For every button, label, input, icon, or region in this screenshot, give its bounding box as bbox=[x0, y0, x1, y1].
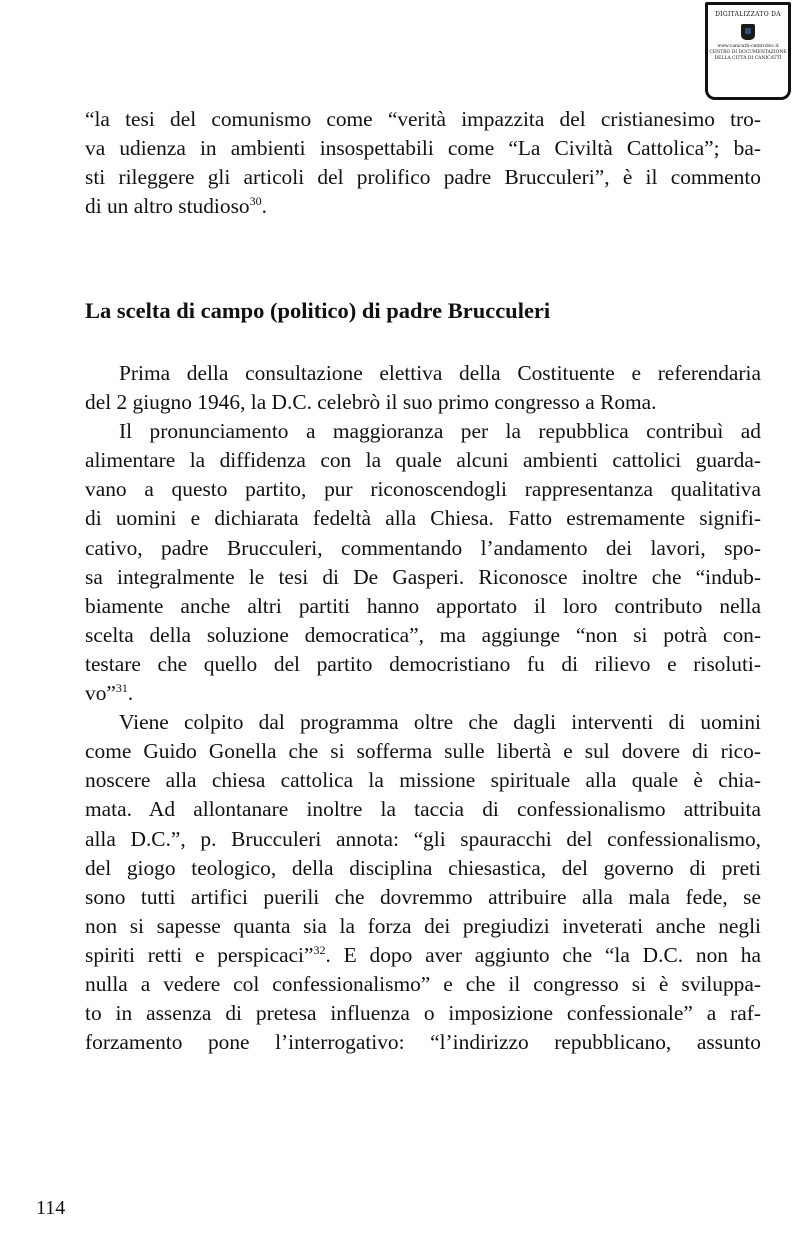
text-fragment: . bbox=[127, 681, 134, 706]
stamp-line-2: DELLA CITTÀ DI CANICATTÌ bbox=[714, 56, 782, 61]
body-text bbox=[85, 359, 761, 1057]
text-fragment: . bbox=[261, 194, 267, 219]
text-line: Il pronunciamento a maggioranza per la repubblica contribuì ad bbox=[119, 419, 761, 444]
page-number: 114 bbox=[36, 1197, 66, 1219]
section-heading: La scelta di campo (politico) di padre Brucculeri bbox=[85, 298, 551, 323]
text-line: va udienza in ambienti insospettabili come “La Civiltà Cattolica”; ba- bbox=[85, 136, 761, 161]
text-line: testare che quello del partito democristiano fu di rilievo e risoluti- bbox=[85, 651, 761, 676]
text-line: mata. Ad allontanare inoltre la taccia di confessionalismo attribuita bbox=[85, 797, 761, 822]
text-line: to in assenza di pretesa influenza o imposizione confessionale” a raf- bbox=[85, 1001, 761, 1026]
text-line: noscere alla chiesa cattolica la missione spirituale alla quale è chia- bbox=[85, 768, 761, 793]
text-line: scelta della soluzione democratica”, ma aggiunge “non si potrà con- bbox=[85, 622, 761, 647]
text-line bbox=[85, 679, 761, 708]
stamp-url: www.canicatti-centrodoc.it bbox=[717, 44, 779, 49]
text-line bbox=[85, 941, 761, 970]
text-line: Prima della consultazione elettiva della Costituente e referendaria bbox=[119, 361, 761, 385]
text-fragment: spiriti retti e perspicaci” bbox=[85, 942, 314, 967]
text-fragment: di un altro studioso bbox=[85, 194, 250, 219]
stamp-line-1: CENTRO DI DOCUMENTAZIONE bbox=[709, 50, 787, 55]
text-line: “la tesi del comunismo come “verità impazzita del cristianesimo tro- bbox=[85, 107, 761, 131]
text-line: del 2 giugno 1946, la D.C. celebrò il suo primo congresso a Roma. bbox=[85, 390, 657, 415]
text-line: vano a questo partito, pur riconoscendogli rappresentanza qualitativa bbox=[85, 477, 761, 502]
text-line: alla D.C.”, p. Brucculeri annota: “gli spauracchi del confessionalismo, bbox=[85, 826, 761, 851]
text-line: sono tutti artifici puerili che dovremmo attribuire alla mala fede, se bbox=[85, 884, 761, 909]
text-line: alimentare la diffidenza con la quale alcuni ambienti cattolici guarda- bbox=[85, 448, 761, 473]
footnote-ref: 31 bbox=[115, 680, 128, 695]
footnote-ref: 32 bbox=[313, 942, 326, 957]
text-fragment: . E dopo aver aggiunto che “la D.C. non ha bbox=[325, 942, 761, 967]
stamp-top-label: DIGITALIZZATO DA bbox=[715, 11, 781, 18]
coat-of-arms-icon bbox=[741, 24, 755, 40]
text-line: biamente anche altri partiti hanno apportato il loro contributo nella bbox=[85, 593, 761, 618]
intro-paragraph bbox=[85, 105, 761, 221]
text-line: non si sapesse quanta sia la forza dei pregiudizi inveterati anche negli bbox=[85, 913, 761, 938]
digitization-stamp bbox=[705, 2, 791, 100]
text-line: di uomini e dichiarata fedeltà alla Chiesa. Fatto estremamente signifi- bbox=[85, 506, 761, 531]
text-line: nulla a vedere col confessionalismo” e che il congresso si è sviluppa- bbox=[85, 971, 761, 996]
footnote-ref: 30 bbox=[249, 194, 262, 209]
text-line: come Guido Gonella che si sofferma sulle libertà e sul dovere di rico- bbox=[85, 739, 761, 764]
text-line: del giogo teologico, della disciplina chiesastica, del governo di preti bbox=[85, 855, 761, 880]
text-fragment: vo” bbox=[85, 681, 116, 706]
text-line: Viene colpito dal programma oltre che dagli interventi di uomini bbox=[119, 710, 761, 735]
text-line: sti rileggere gli articoli del prolifico padre Brucculeri”, è il commento bbox=[85, 165, 761, 190]
text-line: sa integralmente le tesi di De Gasperi. Riconosce inoltre che “indub- bbox=[85, 564, 761, 589]
text-line bbox=[85, 192, 761, 221]
text-line: cativo, padre Brucculeri, commentando l’andamento dei lavori, spo- bbox=[85, 535, 761, 560]
text-line: forzamento pone l’interrogativo: “l’indirizzo repubblicano, assunto bbox=[85, 1030, 761, 1055]
